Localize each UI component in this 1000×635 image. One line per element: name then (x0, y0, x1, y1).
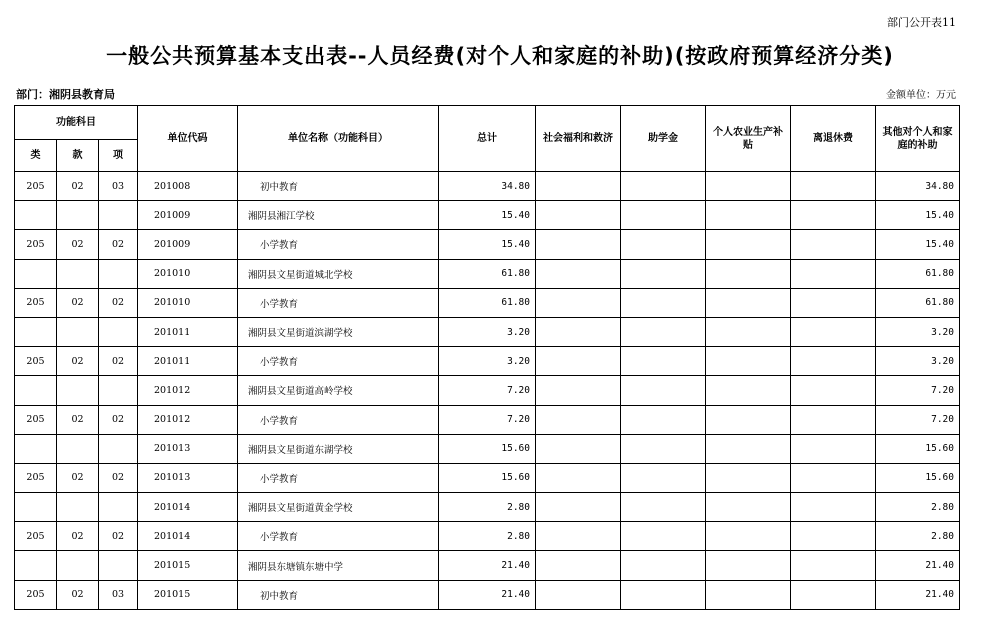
cell-xiang: 02 (99, 405, 138, 434)
cell-lei (15, 259, 57, 288)
cell-retire (791, 580, 876, 609)
cell-retire (791, 434, 876, 463)
cell-code: 201010 (138, 288, 238, 317)
cell-total: 15.60 (439, 434, 536, 463)
cell-welfare (536, 347, 621, 376)
header-unit-name: 单位名称（功能科目） (238, 106, 439, 172)
header-func-group: 功能科目 (15, 106, 138, 140)
cell-xiang: 02 (99, 463, 138, 492)
cell-name: 小学教育 (238, 463, 439, 492)
cell-grant (621, 463, 706, 492)
cell-code: 201012 (138, 405, 238, 434)
cell-agri (706, 172, 791, 201)
cell-welfare (536, 405, 621, 434)
table-body (15, 172, 960, 610)
cell-code: 201014 (138, 522, 238, 551)
cell-grant (621, 376, 706, 405)
table-row (15, 317, 960, 346)
cell-code: 201011 (138, 347, 238, 376)
cell-lei (15, 376, 57, 405)
cell-xiang (99, 376, 138, 405)
cell-retire (791, 522, 876, 551)
cell-lei: 205 (15, 172, 57, 201)
cell-other: 21.40 (876, 551, 960, 580)
cell-kuan (57, 434, 99, 463)
page-title: 一般公共预算基本支出表--人员经费(对个人和家庭的补助)(按政府预算经济分类) (106, 44, 894, 68)
cell-total: 7.20 (439, 405, 536, 434)
cell-welfare (536, 580, 621, 609)
table-row (15, 259, 960, 288)
cell-code: 201011 (138, 317, 238, 346)
cell-name: 初中教育 (238, 580, 439, 609)
cell-kuan: 02 (57, 522, 99, 551)
cell-retire (791, 551, 876, 580)
cell-grant (621, 259, 706, 288)
cell-welfare (536, 434, 621, 463)
cell-agri (706, 580, 791, 609)
table-row (15, 405, 960, 434)
cell-name: 湘阴县东塘镇东塘中学 (238, 551, 439, 580)
cell-kuan: 02 (57, 580, 99, 609)
cell-other: 34.80 (876, 172, 960, 201)
cell-total: 3.20 (439, 347, 536, 376)
cell-agri (706, 230, 791, 259)
cell-name: 湘阴县文星街道黄金学校 (238, 493, 439, 522)
cell-welfare (536, 493, 621, 522)
cell-kuan: 02 (57, 405, 99, 434)
cell-total: 15.40 (439, 230, 536, 259)
cell-kuan (57, 259, 99, 288)
cell-lei (15, 551, 57, 580)
cell-xiang (99, 317, 138, 346)
header-lei: 类 (15, 140, 57, 172)
cell-total: 2.80 (439, 493, 536, 522)
cell-other: 3.20 (876, 347, 960, 376)
cell-grant (621, 201, 706, 230)
cell-welfare (536, 172, 621, 201)
cell-lei: 205 (15, 405, 57, 434)
cell-lei (15, 493, 57, 522)
cell-name: 小学教育 (238, 230, 439, 259)
cell-lei: 205 (15, 522, 57, 551)
cell-welfare (536, 259, 621, 288)
cell-name: 湘阴县文星街道滨湖学校 (238, 317, 439, 346)
cell-name: 湘阴县文星街道城北学校 (238, 259, 439, 288)
cell-agri (706, 551, 791, 580)
header-xiang: 项 (99, 140, 138, 172)
cell-kuan (57, 317, 99, 346)
cell-lei (15, 201, 57, 230)
cell-agri (706, 493, 791, 522)
cell-welfare (536, 522, 621, 551)
cell-other: 15.60 (876, 463, 960, 492)
cell-name: 初中教育 (238, 172, 439, 201)
table-row (15, 580, 960, 609)
header-unit-code: 单位代码 (138, 106, 238, 172)
cell-xiang: 02 (99, 522, 138, 551)
cell-code: 201013 (138, 434, 238, 463)
cell-total: 7.20 (439, 376, 536, 405)
cell-welfare (536, 317, 621, 346)
cell-code: 201010 (138, 259, 238, 288)
cell-lei (15, 434, 57, 463)
cell-name: 湘阴县文星街道东湖学校 (238, 434, 439, 463)
cell-retire (791, 405, 876, 434)
cell-xiang: 02 (99, 288, 138, 317)
cell-code: 201008 (138, 172, 238, 201)
cell-retire (791, 259, 876, 288)
header-grant: 助学金 (621, 106, 706, 172)
cell-agri (706, 522, 791, 551)
cell-retire (791, 172, 876, 201)
cell-other: 7.20 (876, 405, 960, 434)
cell-xiang (99, 434, 138, 463)
cell-kuan (57, 376, 99, 405)
cell-kuan: 02 (57, 347, 99, 376)
cell-name: 小学教育 (238, 347, 439, 376)
cell-kuan: 02 (57, 288, 99, 317)
cell-name: 湘阴县文星街道高岭学校 (238, 376, 439, 405)
cell-name: 小学教育 (238, 405, 439, 434)
cell-other: 2.80 (876, 493, 960, 522)
cell-other: 61.80 (876, 259, 960, 288)
cell-welfare (536, 551, 621, 580)
cell-kuan (57, 551, 99, 580)
cell-grant (621, 288, 706, 317)
table-row (15, 493, 960, 522)
cell-kuan: 02 (57, 463, 99, 492)
cell-retire (791, 376, 876, 405)
table-row (15, 230, 960, 259)
cell-lei: 205 (15, 230, 57, 259)
cell-retire (791, 201, 876, 230)
cell-code: 201013 (138, 463, 238, 492)
department-label: 部门：湘阴县教育局 (16, 88, 115, 101)
cell-grant (621, 551, 706, 580)
cell-total: 34.80 (439, 172, 536, 201)
cell-other: 15.60 (876, 434, 960, 463)
cell-total: 61.80 (439, 259, 536, 288)
header-agri: 个人农业生产补贴 (706, 106, 791, 172)
cell-agri (706, 201, 791, 230)
cell-retire (791, 317, 876, 346)
table-row (15, 288, 960, 317)
cell-xiang (99, 201, 138, 230)
cell-grant (621, 522, 706, 551)
cell-total: 3.20 (439, 317, 536, 346)
cell-retire (791, 288, 876, 317)
cell-kuan (57, 493, 99, 522)
cell-agri (706, 434, 791, 463)
cell-grant (621, 493, 706, 522)
cell-code: 201015 (138, 551, 238, 580)
cell-welfare (536, 288, 621, 317)
cell-xiang: 03 (99, 172, 138, 201)
header-total: 总计 (439, 106, 536, 172)
budget-table (14, 105, 960, 610)
cell-xiang: 02 (99, 230, 138, 259)
cell-agri (706, 347, 791, 376)
cell-xiang: 03 (99, 580, 138, 609)
cell-other: 15.40 (876, 201, 960, 230)
cell-welfare (536, 463, 621, 492)
cell-agri (706, 463, 791, 492)
cell-other: 21.40 (876, 580, 960, 609)
cell-agri (706, 259, 791, 288)
cell-welfare (536, 230, 621, 259)
cell-grant (621, 434, 706, 463)
table-row (15, 347, 960, 376)
cell-grant (621, 230, 706, 259)
cell-agri (706, 405, 791, 434)
cell-welfare (536, 201, 621, 230)
cell-retire (791, 463, 876, 492)
cell-agri (706, 317, 791, 346)
table-row (15, 551, 960, 580)
cell-total: 21.40 (439, 580, 536, 609)
cell-agri (706, 288, 791, 317)
cell-retire (791, 230, 876, 259)
cell-xiang (99, 551, 138, 580)
unit-label: 金额单位：万元 (886, 90, 956, 101)
cell-agri (706, 376, 791, 405)
header-other: 其他对个人和家庭的补助 (876, 106, 960, 172)
cell-other: 3.20 (876, 317, 960, 346)
cell-retire (791, 347, 876, 376)
cell-total: 15.60 (439, 463, 536, 492)
cell-code: 201015 (138, 580, 238, 609)
header-retire: 离退休费 (791, 106, 876, 172)
cell-kuan (57, 201, 99, 230)
cell-kuan: 02 (57, 172, 99, 201)
cell-grant (621, 347, 706, 376)
header-kuan: 款 (57, 140, 99, 172)
cell-total: 2.80 (439, 522, 536, 551)
cell-kuan: 02 (57, 230, 99, 259)
cell-total: 21.40 (439, 551, 536, 580)
table-row (15, 376, 960, 405)
cell-grant (621, 172, 706, 201)
cell-other: 7.20 (876, 376, 960, 405)
header-welfare: 社会福利和救济 (536, 106, 621, 172)
cell-grant (621, 317, 706, 346)
table-row (15, 522, 960, 551)
cell-lei: 205 (15, 288, 57, 317)
cell-grant (621, 405, 706, 434)
cell-code: 201009 (138, 230, 238, 259)
cell-total: 61.80 (439, 288, 536, 317)
cell-xiang (99, 493, 138, 522)
form-number: 部门公开表11 (887, 16, 956, 29)
cell-grant (621, 580, 706, 609)
cell-xiang: 02 (99, 347, 138, 376)
cell-welfare (536, 376, 621, 405)
cell-code: 201014 (138, 493, 238, 522)
table-row (15, 172, 960, 201)
table-row (15, 434, 960, 463)
cell-lei: 205 (15, 463, 57, 492)
cell-retire (791, 493, 876, 522)
cell-code: 201012 (138, 376, 238, 405)
cell-code: 201009 (138, 201, 238, 230)
cell-xiang (99, 259, 138, 288)
table-row (15, 201, 960, 230)
cell-other: 61.80 (876, 288, 960, 317)
cell-total: 15.40 (439, 201, 536, 230)
cell-lei: 205 (15, 580, 57, 609)
cell-name: 小学教育 (238, 522, 439, 551)
cell-name: 小学教育 (238, 288, 439, 317)
cell-other: 2.80 (876, 522, 960, 551)
cell-name: 湘阴县湘江学校 (238, 201, 439, 230)
cell-lei: 205 (15, 347, 57, 376)
cell-lei (15, 317, 57, 346)
table-row (15, 463, 960, 492)
cell-other: 15.40 (876, 230, 960, 259)
